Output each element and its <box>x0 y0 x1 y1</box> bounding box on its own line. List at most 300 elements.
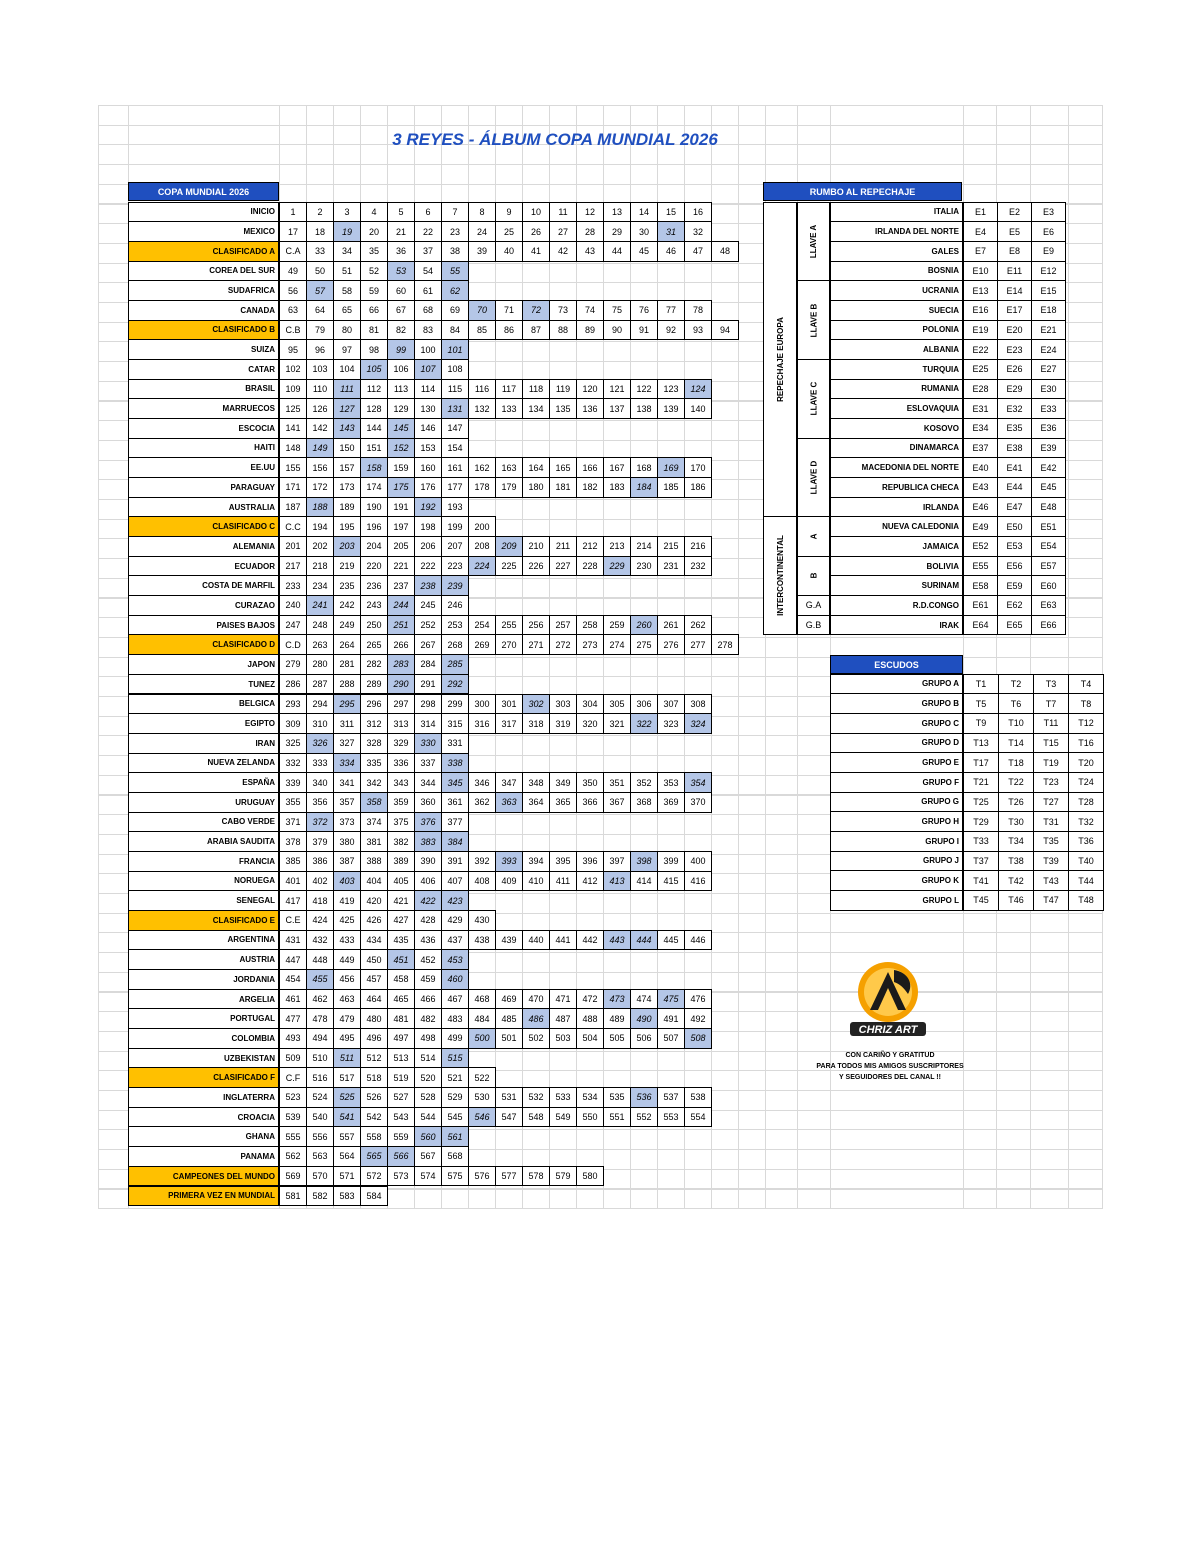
grid-cell <box>1068 164 1103 185</box>
grid-cell <box>522 893 550 914</box>
sticker-cell: 221 <box>387 556 415 577</box>
repechage-sticker-cell: E53 <box>997 536 1032 557</box>
sticker-row-label: PORTUGAL <box>128 1008 279 1029</box>
sticker-cell: 250 <box>360 615 388 636</box>
grid-cell <box>1068 1189 1103 1210</box>
grid-cell <box>738 519 766 540</box>
grid-cell <box>684 735 712 756</box>
sticker-cell: C.C <box>279 516 307 537</box>
grid-cell <box>1030 1149 1069 1170</box>
grid-cell <box>1068 263 1103 284</box>
grid-cell <box>1068 479 1103 500</box>
sticker-cell: 384 <box>441 831 469 852</box>
sticker-cell: C.E <box>279 910 307 931</box>
sticker-cell: 420 <box>360 890 388 911</box>
sticker-cell: 415 <box>657 871 685 892</box>
grid-cell <box>495 952 523 973</box>
sticker-cell: 410 <box>522 871 550 892</box>
sticker-cell: 154 <box>441 438 469 459</box>
sticker-cell: 39 <box>468 241 496 262</box>
sticker-cell: 396 <box>576 851 604 872</box>
grid-cell <box>738 243 766 264</box>
sticker-cell: 405 <box>387 871 415 892</box>
sticker-cell: 514 <box>414 1048 442 1069</box>
sticker-cell: 411 <box>549 871 577 892</box>
sticker-cell: 389 <box>387 851 415 872</box>
grid-cell <box>98 1011 129 1032</box>
grid-cell <box>711 795 739 816</box>
escudo-sticker-cell: T45 <box>963 890 999 911</box>
sticker-cell: 244 <box>387 595 415 616</box>
repechage-sticker-cell: E40 <box>963 457 998 478</box>
grid-cell <box>797 1169 831 1190</box>
grid-cell <box>576 893 604 914</box>
grid-cell <box>711 1110 739 1131</box>
grid-cell <box>98 223 129 244</box>
sticker-cell: 298 <box>414 694 442 715</box>
grid-cell <box>830 932 964 953</box>
sticker-cell: 549 <box>549 1107 577 1128</box>
sticker-cell: 245 <box>414 595 442 616</box>
sticker-cell: 86 <box>495 320 523 341</box>
sticker-cell: 94 <box>711 320 739 341</box>
grid-cell <box>1068 144 1103 165</box>
repechage-sticker-cell: E30 <box>1031 379 1066 400</box>
grid-cell <box>738 972 766 993</box>
grid-cell <box>797 676 831 697</box>
grid-cell <box>738 873 766 894</box>
sticker-cell: 193 <box>441 497 469 518</box>
grid-cell <box>657 1129 685 1150</box>
sticker-cell: 101 <box>441 339 469 360</box>
sticker-cell: 147 <box>441 418 469 439</box>
repechage-sticker-cell: E7 <box>963 241 998 262</box>
sticker-cell: 569 <box>279 1166 307 1187</box>
sticker-cell: 109 <box>279 379 307 400</box>
repechage-sticker-cell: E35 <box>997 418 1032 439</box>
sticker-cell: 398 <box>630 851 658 872</box>
grid-cell <box>98 1031 129 1052</box>
sticker-cell: 343 <box>387 772 415 793</box>
grid-cell <box>711 1070 739 1091</box>
grid-cell <box>738 1149 766 1170</box>
repechage-key-1 <box>797 202 830 282</box>
sticker-cell: 179 <box>495 477 523 498</box>
repechage-sticker-cell: E64 <box>963 615 998 636</box>
sticker-cell: 22 <box>414 221 442 242</box>
grid-cell <box>797 775 831 796</box>
grid-cell <box>738 735 766 756</box>
sticker-cell: 466 <box>414 989 442 1010</box>
grid-cell <box>996 105 1031 126</box>
grid-cell <box>657 1169 685 1190</box>
escudo-group-label: GRUPO J <box>830 851 963 872</box>
grid-cell <box>738 1051 766 1072</box>
sticker-cell: 260 <box>630 615 658 636</box>
sticker-cell: 97 <box>333 339 361 360</box>
sticker-cell: 532 <box>522 1087 550 1108</box>
sticker-cell: C.A <box>279 241 307 262</box>
grid-cell <box>360 105 388 126</box>
sticker-cell: 409 <box>495 871 523 892</box>
grid-cell <box>1068 1031 1103 1052</box>
sticker-row-label: CROACIA <box>128 1107 279 1128</box>
grid-cell <box>333 164 361 185</box>
repechage-sticker-cell: E49 <box>963 516 998 537</box>
grid-cell <box>797 657 831 678</box>
escudo-sticker-cell: T16 <box>1068 733 1104 754</box>
sticker-cell: 199 <box>441 516 469 537</box>
sticker-cell: 276 <box>657 634 685 655</box>
sticker-cell: 156 <box>306 457 334 478</box>
grid-cell <box>522 341 550 362</box>
repechage-sticker-cell: E58 <box>963 575 998 596</box>
grid-cell <box>797 1189 831 1210</box>
grid-cell <box>522 164 550 185</box>
grid-cell <box>549 814 577 835</box>
escudo-sticker-cell: T23 <box>1033 772 1069 793</box>
sticker-cell: 529 <box>441 1087 469 1108</box>
sticker-cell: 229 <box>603 556 631 577</box>
grid-cell <box>711 479 739 500</box>
escudo-sticker-cell: T48 <box>1068 890 1104 911</box>
promo-line-1: CON CARIÑO Y GRATITUD <box>845 1052 935 1059</box>
sticker-cell: 257 <box>549 615 577 636</box>
sticker-cell: 256 <box>522 615 550 636</box>
sticker-cell: 302 <box>522 694 550 715</box>
repechage-sticker-cell: E54 <box>1031 536 1066 557</box>
sticker-cell: 145 <box>387 418 415 439</box>
repechage-sticker-cell: E13 <box>963 280 998 301</box>
grid-cell <box>468 657 496 678</box>
sticker-cell: 234 <box>306 575 334 596</box>
grid-cell <box>576 1129 604 1150</box>
grid-cell <box>963 1189 997 1210</box>
sticker-cell: 223 <box>441 556 469 577</box>
sticker-row-label: CLASIFICADO E <box>128 910 279 931</box>
grid-cell <box>630 952 658 973</box>
repechage-sticker-cell: E12 <box>1031 261 1066 282</box>
sticker-cell: 474 <box>630 989 658 1010</box>
grid-cell <box>657 893 685 914</box>
sticker-cell: 452 <box>414 949 442 970</box>
sticker-cell: C.B <box>279 320 307 341</box>
grid-cell <box>738 814 766 835</box>
sticker-cell: C.D <box>279 634 307 655</box>
sticker-cell: 459 <box>414 969 442 990</box>
grid-cell <box>360 164 388 185</box>
grid-cell <box>738 617 766 638</box>
sticker-cell: 251 <box>387 615 415 636</box>
sticker-cell: 342 <box>360 772 388 793</box>
sticker-cell: 14 <box>630 202 658 223</box>
sticker-cell: 380 <box>333 831 361 852</box>
sticker-row-label: BRASIL <box>128 379 279 400</box>
grid-cell <box>495 578 523 599</box>
grid-cell <box>797 893 831 914</box>
grid-cell <box>630 578 658 599</box>
grid-cell <box>495 893 523 914</box>
sticker-cell: 168 <box>630 457 658 478</box>
sticker-cell: 222 <box>414 556 442 577</box>
repechage-sticker-cell: E44 <box>997 477 1032 498</box>
repechage-sticker-cell: E19 <box>963 320 998 341</box>
sticker-cell: 161 <box>441 457 469 478</box>
intercontinental-group <box>763 516 797 635</box>
sticker-cell: 393 <box>495 851 523 872</box>
sticker-cell: 197 <box>387 516 415 537</box>
grid-cell <box>98 125 129 146</box>
sticker-row-label: AUSTRIA <box>128 949 279 970</box>
grid-cell <box>98 460 129 481</box>
escudo-group-label: GRUPO H <box>830 811 963 832</box>
grid-cell <box>657 341 685 362</box>
sticker-cell: 453 <box>441 949 469 970</box>
sticker-cell: 401 <box>279 871 307 892</box>
repechage-sticker-cell: E28 <box>963 379 998 400</box>
sticker-cell: 508 <box>684 1028 712 1049</box>
sticker-cell: 391 <box>441 851 469 872</box>
sticker-cell: 87 <box>522 320 550 341</box>
grid-cell <box>1068 223 1103 244</box>
sticker-cell: 189 <box>333 497 361 518</box>
escudo-sticker-cell: T41 <box>963 870 999 891</box>
grid-cell <box>765 795 798 816</box>
grid-cell <box>684 420 712 441</box>
grid-cell <box>797 992 831 1013</box>
repechage-team-label: SURINAM <box>830 575 963 596</box>
grid-cell <box>797 696 831 717</box>
sticker-cell: 301 <box>495 694 523 715</box>
sticker-row-label: CLASIFICADO D <box>128 634 279 655</box>
grid-cell <box>1068 499 1103 520</box>
sticker-cell: 210 <box>522 536 550 557</box>
grid-cell <box>98 519 129 540</box>
escudo-sticker-cell: T28 <box>1068 792 1104 813</box>
sticker-cell: 198 <box>414 516 442 537</box>
escudo-sticker-cell: T27 <box>1033 792 1069 813</box>
sticker-cell: 382 <box>387 831 415 852</box>
sticker-cell: 284 <box>414 654 442 675</box>
grid-cell <box>765 676 798 697</box>
sticker-cell: 556 <box>306 1126 334 1147</box>
sticker-cell: 242 <box>333 595 361 616</box>
escudo-group-label: GRUPO L <box>830 890 963 911</box>
sticker-cell: 414 <box>630 871 658 892</box>
grid-cell <box>98 1051 129 1072</box>
grid-cell <box>765 716 798 737</box>
repechage-sticker-cell: E50 <box>997 516 1032 537</box>
grid-cell <box>765 657 798 678</box>
grid-cell <box>765 854 798 875</box>
grid-cell <box>797 105 831 126</box>
sticker-row-label: CANADA <box>128 300 279 321</box>
sticker-cell: 13 <box>603 202 631 223</box>
sticker-cell: 126 <box>306 398 334 419</box>
grid-cell <box>738 460 766 481</box>
grid-cell <box>738 184 766 205</box>
sticker-cell: 390 <box>414 851 442 872</box>
sticker-cell: 537 <box>657 1087 685 1108</box>
sticker-cell: 285 <box>441 654 469 675</box>
grid-cell <box>797 1129 831 1150</box>
sticker-cell: 293 <box>279 694 307 715</box>
grid-cell <box>684 814 712 835</box>
sticker-cell: 402 <box>306 871 334 892</box>
grid-cell <box>576 952 604 973</box>
sticker-cell: 320 <box>576 713 604 734</box>
repechage-team-label: JAMAICA <box>830 536 963 557</box>
repechage-team-label: BOSNIA <box>830 261 963 282</box>
sticker-row-label: JORDANIA <box>128 969 279 990</box>
sticker-cell: 78 <box>684 300 712 321</box>
grid-cell <box>98 814 129 835</box>
sticker-cell: 186 <box>684 477 712 498</box>
sticker-cell: 558 <box>360 1126 388 1147</box>
grid-cell <box>711 401 739 422</box>
grid-cell <box>98 204 129 225</box>
grid-cell <box>797 735 831 756</box>
sticker-cell: 38 <box>441 241 469 262</box>
repechage-sticker-cell: E38 <box>997 438 1032 459</box>
grid-cell <box>738 893 766 914</box>
grid-cell <box>738 223 766 244</box>
sticker-cell: 332 <box>279 753 307 774</box>
sticker-cell: 442 <box>576 930 604 951</box>
grid-cell <box>549 1189 577 1210</box>
grid-cell <box>738 854 766 875</box>
grid-cell <box>1030 1129 1069 1150</box>
sticker-cell: 369 <box>657 792 685 813</box>
grid-cell <box>468 263 496 284</box>
grid-cell <box>797 1011 831 1032</box>
grid-cell <box>98 322 129 343</box>
sticker-cell: 214 <box>630 536 658 557</box>
sticker-cell: 134 <box>522 398 550 419</box>
grid-cell <box>963 164 997 185</box>
sticker-cell: 203 <box>333 536 361 557</box>
grid-cell <box>711 932 739 953</box>
sticker-cell: 504 <box>576 1028 604 1049</box>
sticker-cell: 192 <box>414 497 442 518</box>
sticker-cell: 194 <box>306 516 334 537</box>
escudo-sticker-cell: T3 <box>1033 674 1069 695</box>
grid-cell <box>1068 1090 1103 1111</box>
grid-cell <box>333 105 361 126</box>
sticker-row-label: SENEGAL <box>128 890 279 911</box>
sticker-cell: 115 <box>441 379 469 400</box>
grid-cell <box>711 854 739 875</box>
sticker-cell: 157 <box>333 457 361 478</box>
grid-cell <box>996 1031 1031 1052</box>
sticker-cell: 553 <box>657 1107 685 1128</box>
sticker-cell: 287 <box>306 674 334 695</box>
grid-cell <box>963 1110 997 1131</box>
grid-cell <box>549 105 577 126</box>
grid-cell <box>711 164 739 185</box>
sticker-cell: 386 <box>306 851 334 872</box>
sticker-cell: 434 <box>360 930 388 951</box>
grid-cell <box>996 1189 1031 1210</box>
sticker-cell: 483 <box>441 1008 469 1029</box>
sticker-cell: 379 <box>306 831 334 852</box>
sticker-cell: 319 <box>549 713 577 734</box>
repechage-team-label: SUECIA <box>830 300 963 321</box>
sticker-cell: 187 <box>279 497 307 518</box>
grid-cell <box>468 341 496 362</box>
grid-cell <box>657 420 685 441</box>
sticker-cell: 484 <box>468 1008 496 1029</box>
sticker-row-label: CABO VERDE <box>128 812 279 833</box>
sticker-cell: 460 <box>441 969 469 990</box>
grid-cell <box>711 775 739 796</box>
grid-cell <box>738 361 766 382</box>
grid-cell <box>738 696 766 717</box>
sticker-cell: 339 <box>279 772 307 793</box>
escudo-sticker-cell: T44 <box>1068 870 1104 891</box>
grid-cell <box>711 361 739 382</box>
sticker-cell: 524 <box>306 1087 334 1108</box>
sticker-cell: 16 <box>684 202 712 223</box>
intercontinental-key-a <box>797 516 830 556</box>
repechage-sticker-cell: E5 <box>997 221 1032 242</box>
grid-cell <box>1030 1070 1069 1091</box>
escudo-sticker-cell: T32 <box>1068 811 1104 832</box>
sticker-row-label: HAITI <box>128 438 279 459</box>
grid-cell <box>963 144 997 165</box>
grid-cell <box>765 637 798 658</box>
repechage-sticker-cell: E59 <box>997 575 1032 596</box>
sticker-cell: 516 <box>306 1067 334 1088</box>
sticker-cell: 59 <box>360 280 388 301</box>
sticker-cell: 55 <box>441 261 469 282</box>
sticker-cell: 318 <box>522 713 550 734</box>
escudo-group-label: GRUPO C <box>830 713 963 734</box>
sticker-cell: 49 <box>279 261 307 282</box>
grid-cell <box>996 1011 1031 1032</box>
sticker-cell: 82 <box>387 320 415 341</box>
sticker-cell: 546 <box>468 1107 496 1128</box>
grid-cell <box>996 1051 1031 1072</box>
sticker-cell: 427 <box>387 910 415 931</box>
grid-cell <box>657 578 685 599</box>
grid-cell <box>711 381 739 402</box>
sticker-cell: 127 <box>333 398 361 419</box>
sticker-cell: 247 <box>279 615 307 636</box>
repechage-sticker-cell: E52 <box>963 536 998 557</box>
sticker-cell: 570 <box>306 1166 334 1187</box>
sticker-cell: 84 <box>441 320 469 341</box>
sticker-cell: 121 <box>603 379 631 400</box>
sticker-cell: 129 <box>387 398 415 419</box>
sticker-cell: 254 <box>468 615 496 636</box>
grid-cell <box>711 755 739 776</box>
sticker-cell: 5 <box>387 202 415 223</box>
repechage-sticker-cell: E23 <box>997 339 1032 360</box>
sticker-cell: 152 <box>387 438 415 459</box>
grid-cell <box>830 1090 964 1111</box>
grid-cell <box>98 735 129 756</box>
grid-cell <box>495 263 523 284</box>
grid-cell <box>738 1011 766 1032</box>
repechage-team-label: NUEVA CALEDONIA <box>830 516 963 537</box>
grid-cell <box>279 105 307 126</box>
sticker-cell: 42 <box>549 241 577 262</box>
sticker-cell: 240 <box>279 595 307 616</box>
repechage-sticker-cell: E32 <box>997 398 1032 419</box>
repechage-sticker-cell: E10 <box>963 261 998 282</box>
sticker-cell: 177 <box>441 477 469 498</box>
